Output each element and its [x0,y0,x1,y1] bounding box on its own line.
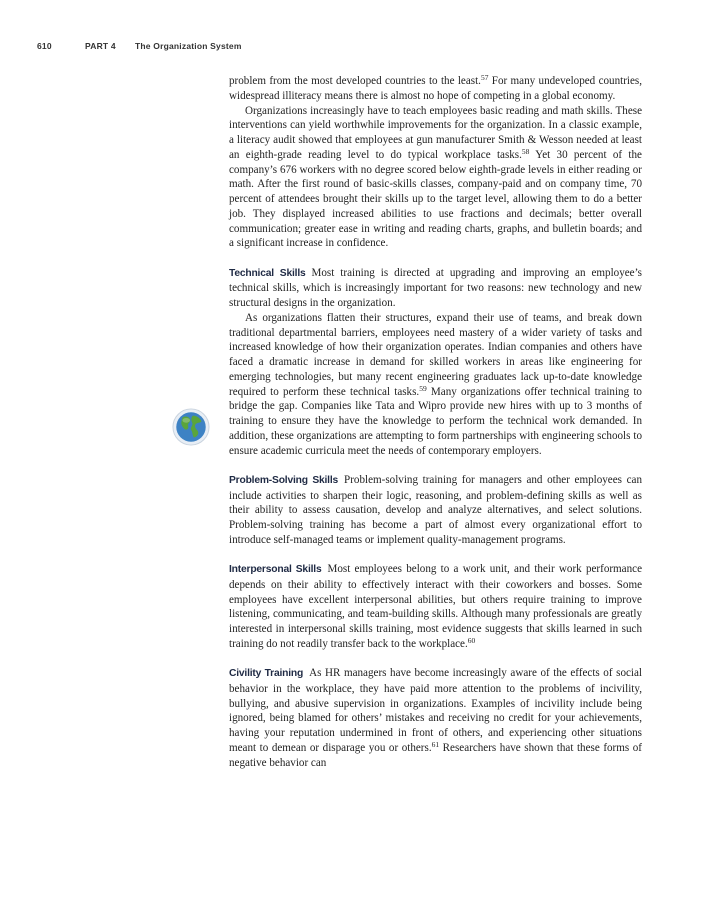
paragraph: Organizations increasingly have to teach employees basic reading and math skills. These interventions can yield worthwhile improvements for the organization. In a classic example, a literacy audit showed that employees at gun manufacturer Smith & Wesson needed at least an eighth-grade reading level to do typical workplace tasks.$^{58}$ Yet 30 percent of the company’s 676 workers with no degree scored below eighth-grade levels in either reading or math. After the first round of basic-skills classes, company-paid and on company time, 70 percent of attendees brought their skills up to the target level, allowing them to do a better job. They displayed increased abilities to use fractions and decimals; better overall communication; greater ease in writing and reading charts, graphs, and bulletin boards; and a significant increase in confidence. [229,104,642,250]
footnote-ref[interactable]: 59 [419,383,427,393]
running-header [37,41,242,51]
section-problem-solving-skills [229,473,642,548]
paragraph: problem from the most developed countries to the least.$^{57}$ For many undeveloped countries, widespread illiteracy means there is almost no hope of competing in a global economy. [229,73,643,102]
paragraph: Technical Skills Most training is directed at upgrading and improving an employee’s technical skills, which is increasingly important for two reasons: new technology and new structural designs in the organization. [229,266,642,309]
footnote-ref[interactable]: 60 [467,635,476,645]
footnote-ref[interactable]: 61 [431,739,440,749]
footnote-ref[interactable]: 58 [521,146,530,156]
part-label: PART 4 [85,41,116,51]
section-civility-training [229,666,642,770]
section-heading: Problem-Solving Skills [229,474,339,486]
section-heading: Civility Training [229,668,304,679]
paragraph: Interpersonal Skills Most employees belong to a work unit, and their work performance depends on their ability to effectively interact with their coworkers and bosses. Some employees have excellent interpersonal abilities, but others require training to improve listening, communicating, and team-building skills. Although many professionals are greatly interested in interpersonal skills training, most evidence suggests that skills learned in such training do not readily transfer back to the workplace.$^{60}$ [229,563,643,650]
paragraph: Problem-Solving Skills Problem-solving training for managers and other employees can include activities to sharpen their logic, reasoning, and problem-defining skills as well as their ability to assess causation, develop and analyze alternatives, and select solutions. Problem-solving training has become a part of almost every organizational effort to introduce self-managed teams or implement quality-management programs. [229,473,643,546]
body-text [229,74,642,770]
chapter-title: The Organization System [135,41,242,51]
paragraph: Civility Training As HR managers have become increasingly aware of the effects of social behavior in the workplace, they have paid more attention to the problems of incivility, bullying, and abusive supervision in organizations. Examples of incivility include being ignored, being blamed for others’ mistakes and receiving no credit for your achievements, having your reputation undermined in front of others, and experiencing other situations meant to demean or disparage you or others.$^{61}$ Researchers have shown that these forms of negative behavior can [229,667,642,769]
paragraph: As organizations flatten their structures, expand their use of teams, and break down traditional departmental barriers, employees need mastery of a wider variety of tasks and increased knowledge of how their organization operates. Indian companies and others have faced a dramatic increase in demand for skilled workers in areas like engineering for emerging technologies, but many recent engineering graduates lack up-to-date knowledge required to perform these technical tasks.$^{59}$ Many organizations offer technical training to bridge the gap. Companies like Tata and Wipro provide new hires with up to 3 months of training to ensure they have the knowledge to perform the technical work demanded. In addition, these organizations are attempting to form partnerships with engineering schools to ensure academic curricula meet the needs of contemporary employers. [229,311,642,457]
section-heading: Technical Skills [229,267,306,279]
section-technical-skills [229,266,642,459]
globe-icon[interactable] [172,408,210,446]
page-number: 610 [37,41,52,51]
footnote-ref[interactable]: 57 [480,73,489,82]
section-heading: Interpersonal Skills [229,564,322,575]
section-interpersonal-skills [229,562,642,652]
